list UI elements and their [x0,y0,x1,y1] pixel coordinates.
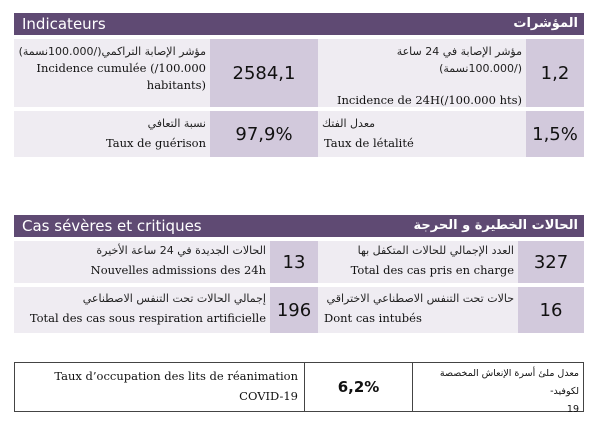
intubes-label-fr: Dont cas intubés [324,311,422,325]
occupation-label-ar [413,363,583,415]
incidence-cumulee-label-fr: Incidence cumulée (/100.000 habitants) [36,61,206,92]
incidence-24h-label [322,43,522,109]
nouvelles-admissions-label-ar: الحالات الجديدة في 24 ساعة الأخيرة [96,244,266,257]
indicateurs-title-fr: Indicateurs [22,15,106,33]
intubes-label-ar: حالات تحت التنفس الاصطناعي الاختراقي [326,292,514,305]
nouvelles-admissions-label-fr: Nouvelles admissions des 24h [90,263,266,277]
indicateurs-header [14,13,584,35]
nouvelles-admissions-value: 13 [270,241,318,283]
indicateurs-title-ar: المؤشرات [513,16,578,31]
guerison-label [18,115,206,152]
incidence-24h-label-ar: مؤشر الإصابة في 24 ساعة (/100.000نسمة) [396,45,522,75]
cas-severes-title-fr: Cas sévères et critiques [22,217,202,235]
guerison-label-ar: نسبة التعافي [147,117,206,130]
cas-severes-title-ar: الحالات الخطيرة و الحرجة [413,218,578,233]
respiration-artificielle-value: 196 [270,287,318,333]
respiration-artificielle-label-fr: Total des cas sous respiration artificielle [29,311,266,325]
total-pris-en-charge-label-fr: Total des cas pris en charge [350,263,514,277]
cas-severes-panel [14,215,584,333]
indicateurs-panel [14,13,584,157]
total-pris-en-charge-value: 327 [518,241,584,283]
occupation-value: 6,2% [305,363,413,411]
indicateurs-row-1 [14,39,584,107]
intubes-label [322,290,514,327]
letalite-label-fr: Taux de létalité [324,136,414,150]
indicateurs-row-2 [14,111,584,157]
guerison-label-fr: Taux de guérison [106,136,206,150]
occupation-label-fr-line1: Taux d’occupation des lits de réanimation [54,369,298,383]
total-pris-en-charge-label [322,242,514,279]
incidence-cumulee-label [18,43,206,94]
guerison-value: 97,9% [210,111,318,157]
incidence-24h-label-fr: Incidence de 24H(/100.000 hts) [336,93,522,107]
cas-severes-row-1 [14,241,584,283]
respiration-artificielle-label-ar: إجمالي الحالات تحت التنفس الاصطناعي [82,292,266,305]
occupation-label-fr-line2: COVID-19 [239,389,298,403]
occupation-label-ar-line2: 19 [566,404,579,415]
total-pris-en-charge-label-ar: العدد الإجمالي للحالات المتكفل بها [357,244,514,257]
intubes-value: 16 [518,287,584,333]
incidence-24h-value: 1,2 [526,39,584,107]
letalite-value: 1,5% [526,111,584,157]
cas-severes-header [14,215,584,237]
occupation-label-fr [15,363,305,411]
cas-severes-row-2 [14,287,584,333]
letalite-label [322,115,522,152]
incidence-cumulee-label-ar: مؤشر الإصابة التراكمي(/100.000نسمة) [18,45,206,58]
occupation-label-ar-line1: معدل ملئ أسرة الإنعاش المخصصة لكوفيد- [439,368,579,397]
respiration-artificielle-label [18,290,266,327]
nouvelles-admissions-label [18,242,266,279]
occupation-box [14,362,584,415]
incidence-cumulee-value: 2584,1 [210,39,318,107]
letalite-label-ar: معدل الفتك [322,117,376,130]
